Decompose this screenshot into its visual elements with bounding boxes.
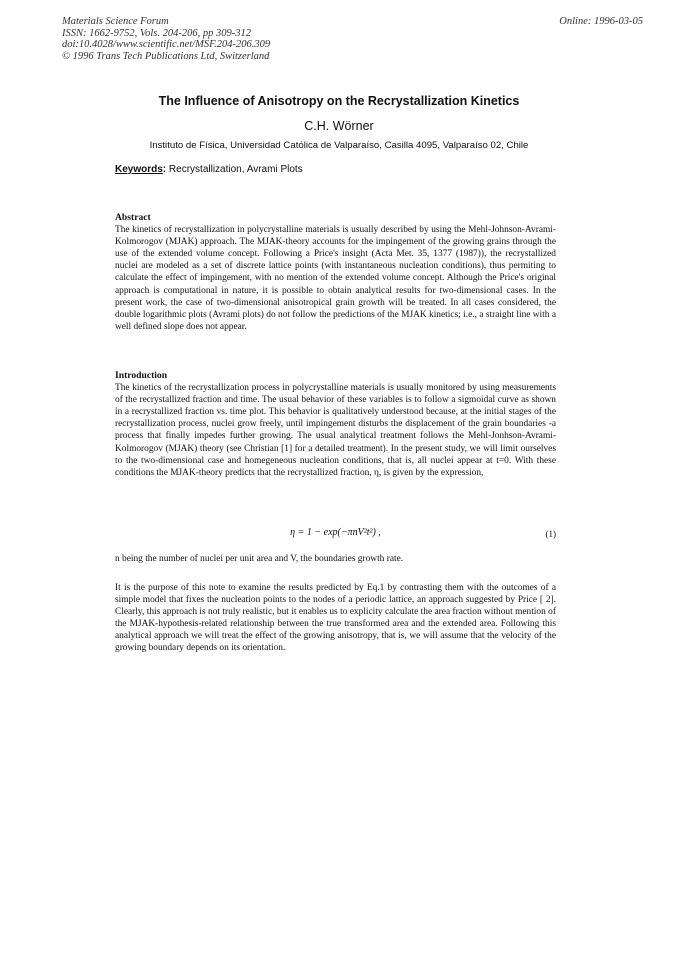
abstract-heading: Abstract <box>115 212 151 223</box>
copyright-line: © 1996 Trans Tech Publications Ltd, Switzerland <box>62 50 270 62</box>
keywords-line <box>115 164 303 175</box>
introduction-paragraph-3-block <box>115 582 556 655</box>
journal-name: Materials Science Forum <box>62 16 169 27</box>
abstract-text: The kinetics of recrystallization in polycrystalline materials is usually described by using the Mehl-Johnson-Avrami-Kolmorogov (MJAK) approach. The MJAK-theory accounts for the impingement of the growing grains through the use of the extended volume concept. Following a Price's insight (Acta Met. 35, 1377 (1987)), the recrystallized nuclei are modeled as a set of discrete lattice points (with instantaneous nucleation conditions), thus permiting to calculate the effect of impingement, with no mention of the extended volume concept. Although the Price's original approach is computational in nature, it is possible to obtain analytical results for two-dimensional cases. In the present work, the case of two-dimensional anisotropical grain growth will be treated. In all cases considered, the double logarithmic plots (Avrami plots) do not follow the predictions of the MJAK kinetics; i.e., a straight line with a well defined slope does not appear. <box>115 225 556 332</box>
keywords-value: Recrystallization, Avrami Plots <box>168 164 303 175</box>
introduction-paragraph-3: It is the purpose of this note to examine the results predicted by Eq.1 by contrasting them with the outcomes of a simple model that fixes the nucleation points to the nodes of a periodic lattice, an approach suggested by Price [ 2]. Clearly, this approach is not truly realistic, but it enables us to explicity calculate the area fraction without mention of the MJAK-hypothesis-related relationship between the true transformed area and the extended area. Following this analytical approach we will treat the effect of the growing anisotropy, that is, we will assume that the velocity of the growing boundary depends on its orientation. <box>115 583 556 654</box>
equation-body: η = 1 − exp(−πnV²t²) , <box>290 527 381 538</box>
doi-line: doi:10.4028/www.scientific.net/MSF.204-206.309 <box>62 39 271 50</box>
paper-title: The Influence of Anisotropy on the Recrystallization Kinetics <box>158 94 520 108</box>
issn-line: ISSN: 1662-9752, Vols. 204-206, pp 309-312 <box>62 27 251 39</box>
introduction-paragraph-2: n being the number of nuclei per unit area and V, the boundaries growth rate. <box>115 554 404 564</box>
introduction-heading: Introduction <box>115 370 168 381</box>
publication-info <box>62 16 270 62</box>
paper-author: C.H. Wörner <box>304 119 374 133</box>
introduction-paragraph-2-block <box>115 553 556 565</box>
abstract-section <box>115 212 556 333</box>
online-date: Online: 1996-03-05 <box>559 16 643 27</box>
equation-1 <box>115 527 556 541</box>
introduction-paragraph-1: The kinetics of the recrystallization process in polycrystalline materials is usually monitored by using measurements of the recrystallized fraction and time. The usual behavior of these variables is to follow a sigmoidal curve as shown in a recrystallized fraction vs. time plot. This behavior is qualitatively understood because, at the initial stages of the recrystallization process, nuclei grow freely, until impingement disturbs the displacement of the grain boundaries -a process that finally impedes further growing. The usual analytical treatment follows the Mehl-Jonhson-Avrami-Kolmorogov (MJAK) theory (see Christian [1] for a detailed treatment). In the present study, we will limit ourselves to the two-dimensional case and homegeneous nucleation conditions, that is, all nuclei appear at t=0. With these conditions the MJAK-theory predicts that the recrystallized fraction, η, is given by the expression, <box>115 383 556 478</box>
equation-number: (1) <box>545 529 556 539</box>
keywords-label: Keywords: <box>115 164 167 175</box>
author-affiliation: Instituto de Física, Universidad Católica de Valparaíso, Casilla 4095, Valparaíso 02, Chile <box>149 140 529 151</box>
introduction-section <box>115 370 556 479</box>
